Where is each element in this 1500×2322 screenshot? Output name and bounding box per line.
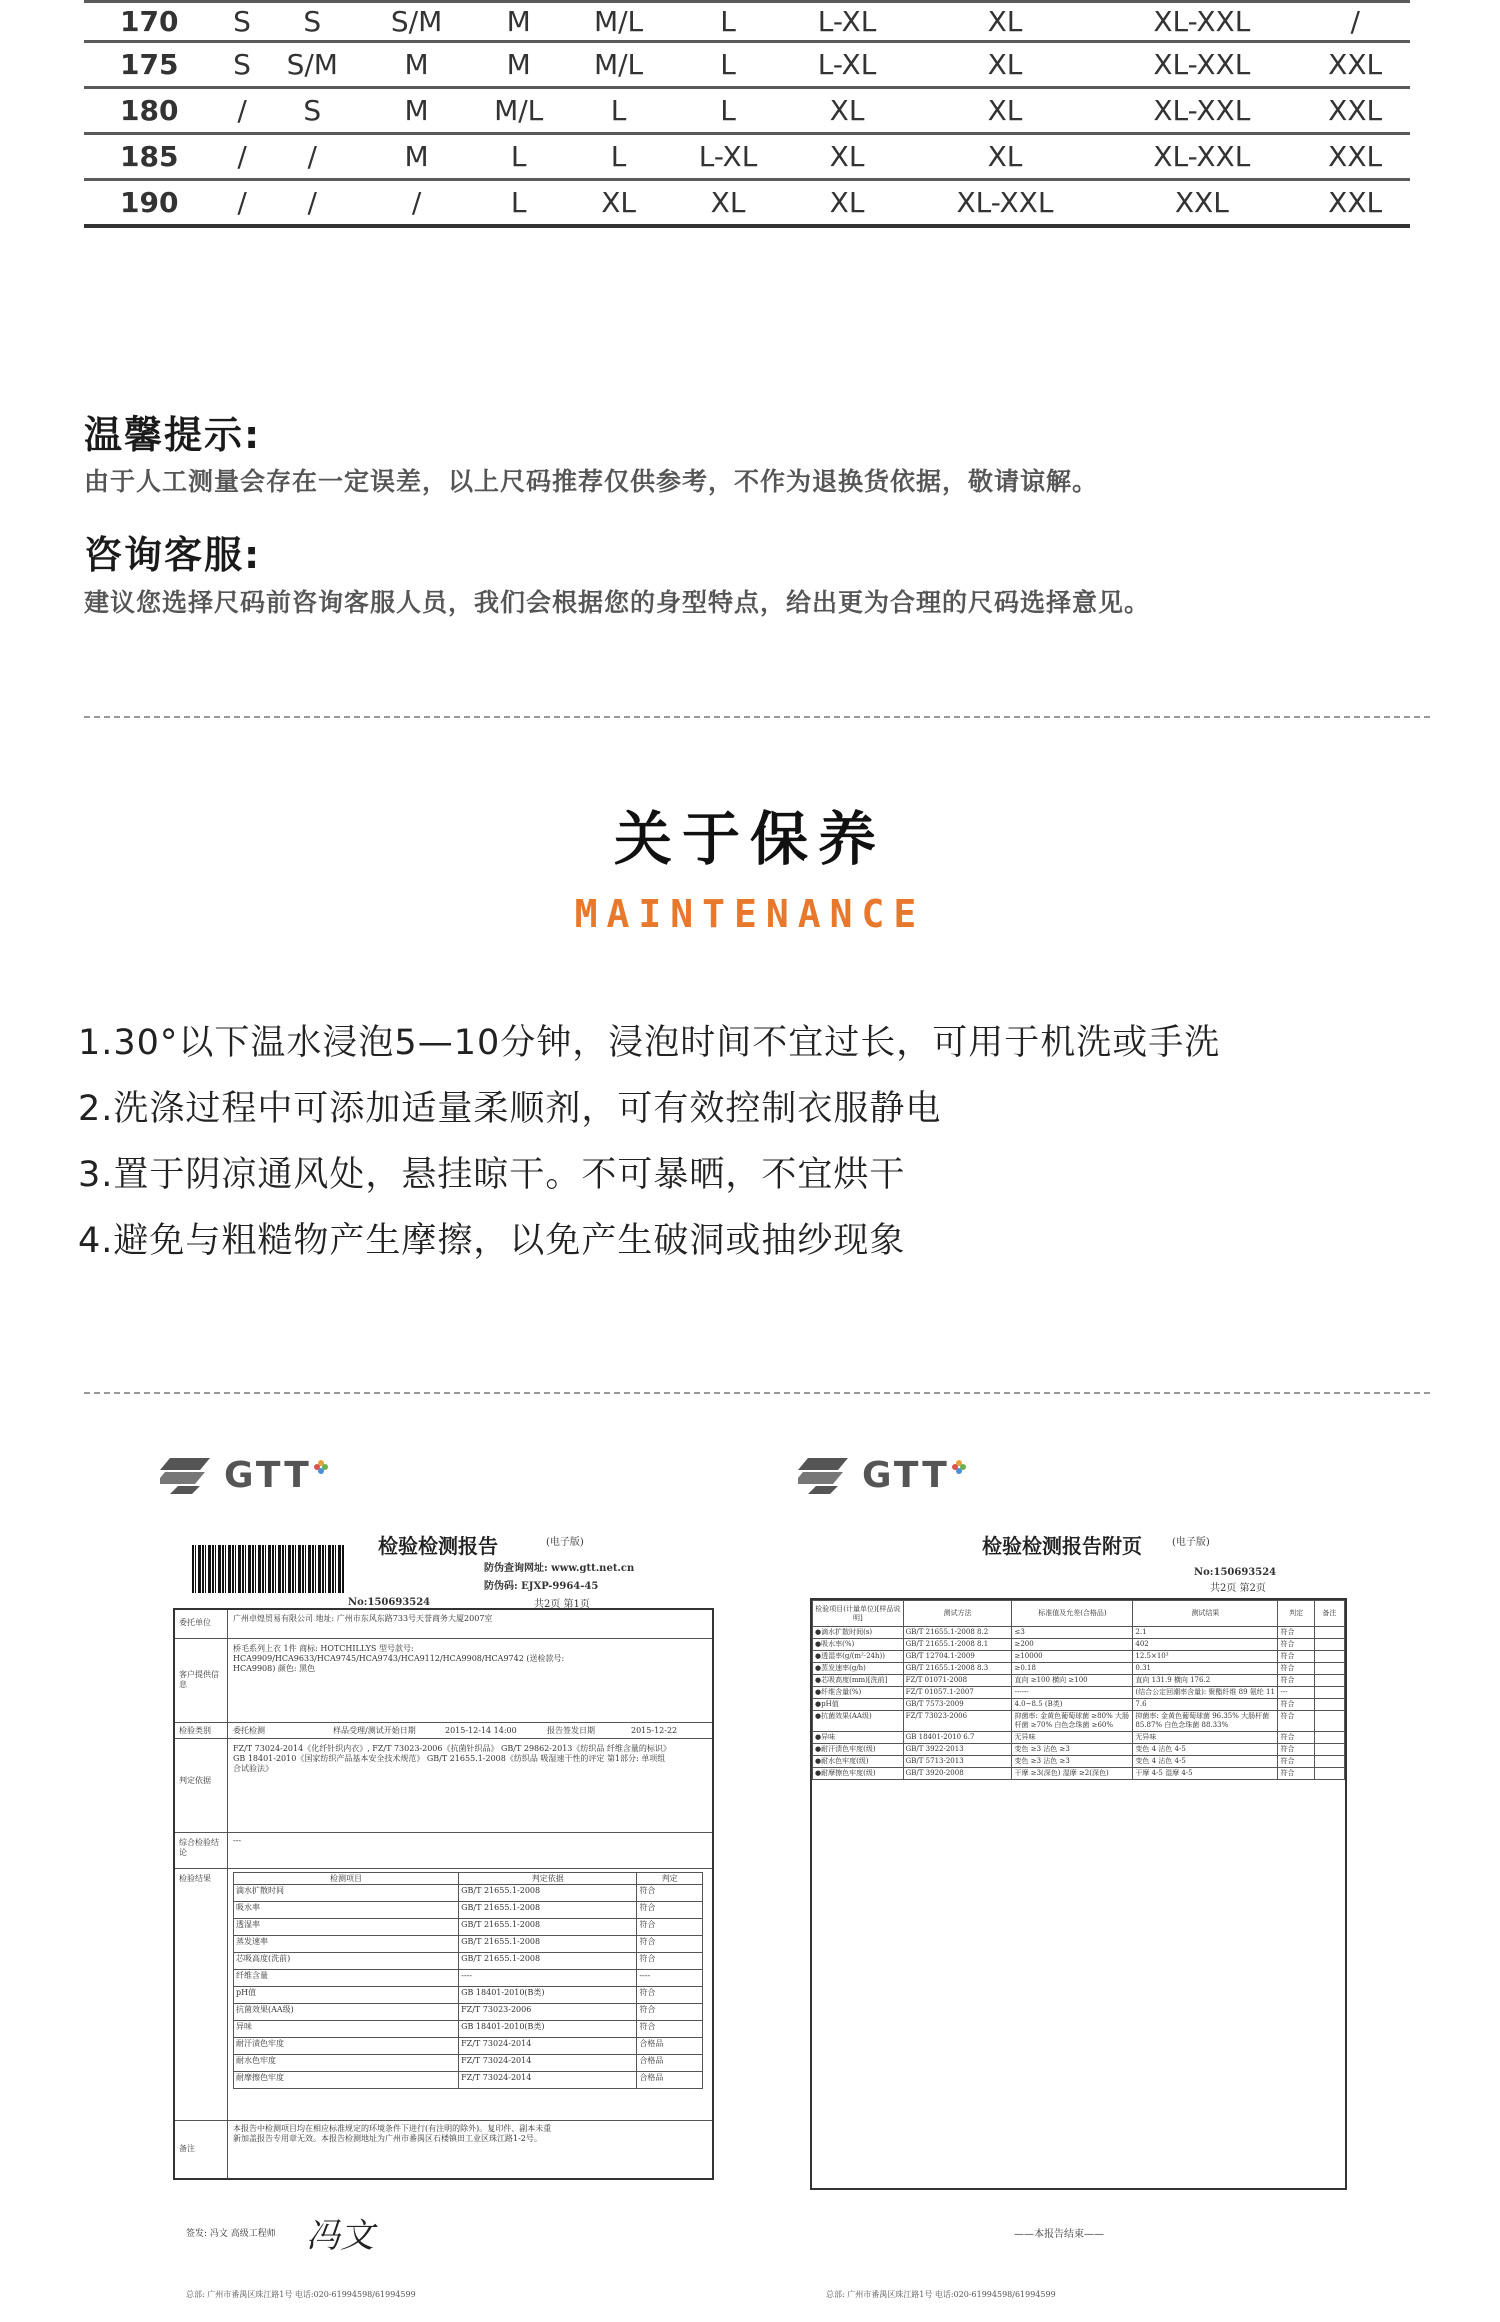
table-cell: GB/T 21655.1-2008 8.1 bbox=[903, 1639, 1012, 1651]
table-cell: (结合公定回潮率含量): 聚酯纤维 89 氨纶 11 bbox=[1133, 1687, 1278, 1699]
size-cell: L bbox=[469, 180, 569, 226]
table-cell: FZ/T 73024-2014 bbox=[459, 2072, 637, 2089]
table-cell: GB/T 3922-2013 bbox=[903, 1744, 1012, 1756]
brand-name: GTT bbox=[224, 1455, 312, 1496]
table-row bbox=[234, 1953, 703, 1970]
size-cell: XL bbox=[907, 134, 1104, 180]
table-cell: 变色 ≥3 沾色 ≥3 bbox=[1012, 1744, 1133, 1756]
table-row bbox=[813, 1639, 1345, 1651]
table-cell: 耐汗渍色牢度 bbox=[234, 2038, 459, 2055]
gtt-mark-icon bbox=[160, 1458, 210, 1494]
table-row bbox=[234, 1987, 703, 2004]
service-title: 咨询客服: bbox=[84, 533, 262, 577]
size-cell: XL bbox=[907, 88, 1104, 134]
signature: 冯文 bbox=[306, 2216, 374, 2256]
table-header: 判定 bbox=[637, 1873, 703, 1885]
table-cell bbox=[1314, 1768, 1344, 1780]
table-cell: 符合 bbox=[1278, 1768, 1314, 1780]
appendix-edition: (电子版) bbox=[1172, 1537, 1210, 1548]
table-cell: 干摩 4-5 湿摩 4-5 bbox=[1133, 1768, 1278, 1780]
size-cell: XXL bbox=[1300, 134, 1410, 180]
table-cell: 符合 bbox=[1278, 1627, 1314, 1639]
table-cell: 12.5×10³ bbox=[1133, 1651, 1278, 1663]
table-cell: 变色 ≥3 沾色 ≥3 bbox=[1012, 1756, 1133, 1768]
table-cell bbox=[1314, 1651, 1344, 1663]
table-cell: 符合 bbox=[1278, 1675, 1314, 1687]
table-cell bbox=[1314, 1663, 1344, 1675]
height-cell: 185 bbox=[84, 134, 224, 180]
size-cell: XL bbox=[907, 2, 1104, 42]
sample-value: 桥毛系列上衣 1件 商标: HOTCHILLYS 型号款号: HCA9909/HCA9633/HCA9745/HCA9743/HCA9112/HCA9908/HCA9742 (送检款号: HCA9908) 颜色: 黑色 bbox=[233, 1644, 565, 1673]
issued-label: 报告签发日期 bbox=[547, 1726, 595, 1735]
client-label: 委托单位 bbox=[179, 1618, 211, 1627]
conclusion-value: --- bbox=[233, 1836, 242, 1845]
size-cell: S/M bbox=[260, 42, 364, 88]
table-cell: 符合 bbox=[1278, 1756, 1314, 1768]
table-cell: 耐摩擦色牢度 bbox=[234, 2072, 459, 2089]
flower-icon bbox=[314, 1460, 328, 1474]
table-cell: FZ/T 01057.1-2007 bbox=[903, 1687, 1012, 1699]
section-divider bbox=[84, 1392, 1430, 1394]
size-cell: S bbox=[224, 2, 260, 42]
table-cell: GB/T 21655.1-2008 8.3 bbox=[903, 1663, 1012, 1675]
table-row bbox=[234, 1902, 703, 1919]
report-title: 检验检测报告 bbox=[378, 1534, 498, 1558]
table-row bbox=[234, 2004, 703, 2021]
table-cell: ●芯吸高度(mm)[洗前] bbox=[813, 1675, 904, 1687]
table-cell: 吸水率 bbox=[234, 1902, 459, 1919]
size-cell: M/L bbox=[569, 2, 669, 42]
tips-title: 温馨提示: bbox=[84, 413, 262, 457]
table-cell: 无异味 bbox=[1012, 1732, 1133, 1744]
table-cell bbox=[1314, 1744, 1344, 1756]
size-cell: XL bbox=[669, 180, 788, 226]
table-cell: 符合 bbox=[637, 2004, 703, 2021]
table-cell: 耐水色牢度 bbox=[234, 2055, 459, 2072]
table-cell: GB 18401-2010(B类) bbox=[459, 2021, 637, 2038]
size-cell: M bbox=[469, 42, 569, 88]
size-cell: XXL bbox=[1103, 180, 1300, 226]
table-row bbox=[813, 1711, 1345, 1732]
height-cell: 175 bbox=[84, 42, 224, 88]
size-cell: L bbox=[569, 134, 669, 180]
table-cell: 4.0~8.5 (B类) bbox=[1012, 1699, 1133, 1711]
remarks-label: 备注 bbox=[179, 2144, 195, 2153]
table-cell bbox=[1314, 1711, 1344, 1732]
table-row bbox=[234, 2021, 703, 2038]
table-cell: ------ bbox=[1012, 1687, 1133, 1699]
table-cell: 滴水扩散时间 bbox=[234, 1885, 459, 1902]
table-cell: 符合 bbox=[637, 1902, 703, 1919]
table-cell: 符合 bbox=[1278, 1744, 1314, 1756]
conclusion-label: 综合检验结论 bbox=[179, 1838, 219, 1857]
care-item: 4.避免与粗糙物产生摩擦，以免产生破洞或抽纱现象 bbox=[78, 1221, 906, 1261]
table-cell bbox=[1314, 1756, 1344, 1768]
gtt-logo-left bbox=[160, 1455, 328, 1496]
size-cell: / bbox=[224, 180, 260, 226]
size-cell: XL bbox=[788, 180, 907, 226]
size-cell: XL-XXL bbox=[1103, 88, 1300, 134]
tips-text: 由于人工测量会存在一定误差，以上尺码推荐仅供参考，不作为退换货依据，敬请谅解。 bbox=[84, 467, 1099, 496]
table-row bbox=[813, 1768, 1345, 1780]
table-cell: FZ/T 01071-2008 bbox=[903, 1675, 1012, 1687]
size-cell: XL bbox=[788, 134, 907, 180]
size-cell: / bbox=[260, 180, 364, 226]
size-cell: XL-XXL bbox=[907, 180, 1104, 226]
table-cell: 直向 131.9 横向 176.2 bbox=[1133, 1675, 1278, 1687]
appendix-form bbox=[810, 1598, 1347, 2190]
table-header: 判定 bbox=[1278, 1601, 1314, 1627]
size-cell: XL-XXL bbox=[1103, 42, 1300, 88]
gtt-mark-icon bbox=[798, 1458, 848, 1494]
table-cell: ---- bbox=[459, 1970, 637, 1987]
table-row bbox=[234, 2072, 703, 2089]
appendix-number: No:150693524 bbox=[1194, 1567, 1277, 1578]
table-row bbox=[234, 1919, 703, 1936]
table-row bbox=[234, 2055, 703, 2072]
size-cell: M bbox=[364, 88, 468, 134]
barcode bbox=[192, 1545, 344, 1593]
size-cell: S bbox=[260, 2, 364, 42]
table-cell: GB/T 21655.1-2008 bbox=[459, 1902, 637, 1919]
care-item: 2.洗涤过程中可添加适量柔顺剂，可有效控制衣服静电 bbox=[78, 1089, 942, 1129]
size-cell: L-XL bbox=[788, 42, 907, 88]
appendix-page: 共2页 第2页 bbox=[1210, 1583, 1266, 1594]
table-header: 标准值及允差(合格品) bbox=[1012, 1601, 1133, 1627]
table-cell: 合格品 bbox=[637, 2055, 703, 2072]
table-cell: ●pH值 bbox=[813, 1699, 904, 1711]
table-cell: FZ/T 73023-2006 bbox=[903, 1711, 1012, 1732]
size-cell: M bbox=[469, 2, 569, 42]
table-cell: GB/T 5713-2013 bbox=[903, 1756, 1012, 1768]
size-cell: M/L bbox=[469, 88, 569, 134]
gtt-logo-right bbox=[798, 1455, 966, 1496]
received-label: 样品受理/测试开始日期 bbox=[333, 1726, 416, 1735]
size-cell: S/M bbox=[364, 2, 468, 42]
table-cell: 符合 bbox=[637, 1936, 703, 1953]
size-cell: / bbox=[224, 88, 260, 134]
table-header: 测试结果 bbox=[1133, 1601, 1278, 1627]
basis-label: 判定依据 bbox=[179, 1776, 211, 1785]
table-cell: 抑菌率: 金黄色葡萄球菌 ≥80% 大肠杆菌 ≥70% 白色念珠菌 ≥60% bbox=[1012, 1711, 1133, 1732]
table-cell: 抑菌率: 金黄色葡萄球菌 96.35% 大肠杆菌 85.87% 白色念珠菌 88.33% bbox=[1133, 1711, 1278, 1732]
table-row bbox=[234, 2038, 703, 2055]
table-cell: ---- bbox=[637, 1970, 703, 1987]
report-form bbox=[173, 1608, 714, 2180]
results-label: 检验结果 bbox=[179, 1874, 211, 1883]
table-cell: ●蒸发速率(g/h) bbox=[813, 1663, 904, 1675]
service-text: 建议您选择尺码前咨询客服人员，我们会根据您的身型特点，给出更为合理的尺码选择意见。 bbox=[84, 588, 1151, 617]
table-row bbox=[813, 1627, 1345, 1639]
appendix-title: 检验检测报告附页 bbox=[982, 1534, 1142, 1558]
size-cell: XXL bbox=[1300, 180, 1410, 226]
care-instructions-list bbox=[78, 1010, 1220, 1274]
table-cell: GB/T 21655.1-2008 bbox=[459, 1936, 637, 1953]
table-cell: 符合 bbox=[1278, 1651, 1314, 1663]
table-cell: 变色 4 沾色 4-5 bbox=[1133, 1744, 1278, 1756]
size-row bbox=[84, 88, 1410, 134]
report-page: 共2页 第1页 bbox=[534, 1599, 590, 1610]
table-cell: GB/T 12704.1-2009 bbox=[903, 1651, 1012, 1663]
table-cell: GB/T 21655.1-2008 bbox=[459, 1919, 637, 1936]
table-cell: 无异味 bbox=[1133, 1732, 1278, 1744]
issued-date: 2015-12-22 bbox=[631, 1726, 678, 1735]
table-cell bbox=[1314, 1639, 1344, 1651]
table-row bbox=[813, 1675, 1345, 1687]
table-row bbox=[813, 1744, 1345, 1756]
table-row bbox=[234, 1970, 703, 1987]
table-cell: pH值 bbox=[234, 1987, 459, 2004]
size-cell: L bbox=[669, 42, 788, 88]
size-cell: XXL bbox=[1300, 88, 1410, 134]
table-cell: 蒸发速率 bbox=[234, 1936, 459, 1953]
table-cell bbox=[1314, 1687, 1344, 1699]
table-cell: GB 18401-2010 6.7 bbox=[903, 1732, 1012, 1744]
table-cell: 符合 bbox=[1278, 1699, 1314, 1711]
remarks-value: 本报告中检测项目均在相应标准规定的环境条件下进行(有注明的除外)。复印件、副本未重新加盖报告专用章无效。本报告检测地址为广州市番禺区石楼镇田工业区珠江路1-2号。 bbox=[233, 2124, 552, 2143]
table-cell: ≥200 bbox=[1012, 1639, 1133, 1651]
flower-icon bbox=[952, 1460, 966, 1474]
table-cell: 干摩 ≥3(深色) 湿摩 ≥2(深色) bbox=[1012, 1768, 1133, 1780]
appendix-footer: 总部: 广州市番禺区珠江路1号 电话:020-61994598/61994599 bbox=[826, 2290, 1056, 2299]
basis-value: FZ/T 73024-2014《化纤针织内衣》, FZ/T 73023-2006《抗菌针织品》 GB/T 29862-2013《纺织品 纤维含量的标识》 GB 18401-2010《国家纺织产品基本安全技术规范》 GB/T 21655.1-2008《纺织品 吸湿速干性的评定 第1部分: 单项组合试验法》 bbox=[233, 1744, 671, 1773]
table-cell: ●耐汗渍色牢度(级) bbox=[813, 1744, 904, 1756]
size-cell: / bbox=[364, 180, 468, 226]
table-cell: 符合 bbox=[637, 1987, 703, 2004]
report-footer: 总部: 广州市番禺区珠江路1号 电话:020-61994598/61994599 bbox=[186, 2290, 416, 2299]
size-chart-table bbox=[84, 0, 1410, 228]
table-cell: ●滴水扩散时间(s) bbox=[813, 1627, 904, 1639]
size-cell: XXL bbox=[1300, 42, 1410, 88]
maintenance-title: 关于保养 bbox=[613, 805, 886, 873]
table-cell bbox=[1314, 1699, 1344, 1711]
client-value: 广州卓煌贸易有限公司 地址: 广州市东风东路733号天誉商务大厦2007室 bbox=[233, 1614, 493, 1623]
table-cell: GB/T 7573-2009 bbox=[903, 1699, 1012, 1711]
type-label: 检验类别 bbox=[179, 1726, 211, 1735]
size-row bbox=[84, 2, 1410, 42]
height-cell: 180 bbox=[84, 88, 224, 134]
table-header: 检测项目 bbox=[234, 1873, 459, 1885]
table-row bbox=[813, 1756, 1345, 1768]
size-cell: L bbox=[669, 88, 788, 134]
size-cell: M/L bbox=[569, 42, 669, 88]
table-row bbox=[234, 1885, 703, 1902]
table-cell: 符合 bbox=[1278, 1663, 1314, 1675]
table-cell: GB/T 3920-2008 bbox=[903, 1768, 1012, 1780]
size-cell: / bbox=[1300, 2, 1410, 42]
table-cell: 符合 bbox=[1278, 1732, 1314, 1744]
table-row bbox=[813, 1732, 1345, 1744]
received-date: 2015-12-14 14:00 bbox=[445, 1726, 517, 1735]
table-header: 检验项目(计量单位)[样品说明] bbox=[813, 1601, 904, 1627]
table-cell: ●抗菌效果(AA级) bbox=[813, 1711, 904, 1732]
sample-label: 客户提供信息 bbox=[179, 1670, 219, 1689]
table-cell: 402 bbox=[1133, 1639, 1278, 1651]
table-cell: 7.6 bbox=[1133, 1699, 1278, 1711]
table-cell: 符合 bbox=[1278, 1711, 1314, 1732]
type-value: 委托检测 bbox=[233, 1726, 265, 1735]
table-cell: 符合 bbox=[637, 1953, 703, 1970]
height-cell: 170 bbox=[84, 2, 224, 42]
size-cell: L bbox=[569, 88, 669, 134]
table-header: 备注 bbox=[1314, 1601, 1344, 1627]
table-cell: GB/T 21655.1-2008 8.2 bbox=[903, 1627, 1012, 1639]
brand-name: GTT bbox=[862, 1455, 950, 1496]
size-cell: / bbox=[260, 134, 364, 180]
size-cell: XL bbox=[907, 42, 1104, 88]
table-cell: 芯吸高度(洗前) bbox=[234, 1953, 459, 1970]
care-item: 3.置于阴凉通风处，悬挂晾干。不可暴晒，不宜烘干 bbox=[78, 1155, 906, 1195]
table-cell: ≥10000 bbox=[1012, 1651, 1133, 1663]
table-cell: 纤维含量 bbox=[234, 1970, 459, 1987]
size-cell: XL bbox=[788, 88, 907, 134]
table-cell: ≥0.18 bbox=[1012, 1663, 1133, 1675]
table-cell bbox=[1314, 1627, 1344, 1639]
table-cell bbox=[1314, 1675, 1344, 1687]
size-cell: L bbox=[469, 134, 569, 180]
size-cell: M bbox=[364, 42, 468, 88]
size-row bbox=[84, 180, 1410, 226]
size-cell: M bbox=[364, 134, 468, 180]
table-cell: 符合 bbox=[1278, 1639, 1314, 1651]
size-cell: / bbox=[224, 134, 260, 180]
table-cell: 0.31 bbox=[1133, 1663, 1278, 1675]
table-cell: 2.1 bbox=[1133, 1627, 1278, 1639]
size-cell: L-XL bbox=[788, 2, 907, 42]
table-cell: ●耐水色牢度(级) bbox=[813, 1756, 904, 1768]
size-cell: S bbox=[224, 42, 260, 88]
anti-fake-code: 防伪码: EJXP-9964-45 bbox=[484, 1581, 599, 1592]
table-header: 判定依据 bbox=[459, 1873, 637, 1885]
maintenance-subtitle: MAINTENANCE bbox=[574, 892, 926, 936]
appendix-table bbox=[812, 1600, 1345, 1780]
table-cell: ≤3 bbox=[1012, 1627, 1133, 1639]
size-cell: XL-XXL bbox=[1103, 134, 1300, 180]
table-cell: 透湿率 bbox=[234, 1919, 459, 1936]
size-cell: S bbox=[260, 88, 364, 134]
results-table bbox=[233, 1872, 703, 2089]
table-cell: 符合 bbox=[637, 1919, 703, 1936]
table-cell: 符合 bbox=[637, 1885, 703, 1902]
table-cell: ●吸水率(%) bbox=[813, 1639, 904, 1651]
table-cell: ●耐摩擦色牢度(级) bbox=[813, 1768, 904, 1780]
end-note: ——本报告结束—— bbox=[1014, 2229, 1104, 2240]
table-cell: --- bbox=[1278, 1687, 1314, 1699]
table-header: 测试方法 bbox=[903, 1601, 1012, 1627]
table-cell: 直向 ≥100 横向 ≥100 bbox=[1012, 1675, 1133, 1687]
table-cell: 合格品 bbox=[637, 2038, 703, 2055]
table-cell: 合格品 bbox=[637, 2072, 703, 2089]
height-cell: 190 bbox=[84, 180, 224, 226]
table-cell bbox=[1314, 1732, 1344, 1744]
table-cell: ●纤维含量(%) bbox=[813, 1687, 904, 1699]
table-cell: 符合 bbox=[637, 2021, 703, 2038]
table-cell: 抗菌效果(AA级) bbox=[234, 2004, 459, 2021]
table-cell: ●透湿率(g/(m²·24h)) bbox=[813, 1651, 904, 1663]
table-row bbox=[234, 1936, 703, 1953]
table-row bbox=[813, 1663, 1345, 1675]
size-cell: L bbox=[669, 2, 788, 42]
report-edition: (电子版) bbox=[546, 1537, 584, 1548]
table-cell: 变色 4 沾色 4-5 bbox=[1133, 1756, 1278, 1768]
table-cell: FZ/T 73024-2014 bbox=[459, 2055, 637, 2072]
size-row bbox=[84, 134, 1410, 180]
table-cell: 异味 bbox=[234, 2021, 459, 2038]
care-item: 1.30°以下温水浸泡5—10分钟，浸泡时间不宜过长，可用于机洗或手洗 bbox=[78, 1023, 1221, 1063]
table-cell: GB 18401-2010(B类) bbox=[459, 1987, 637, 2004]
size-cell: XL bbox=[569, 180, 669, 226]
table-row bbox=[813, 1651, 1345, 1663]
report-number: No:150693524 bbox=[348, 1597, 431, 1608]
size-row bbox=[84, 42, 1410, 88]
table-cell: GB/T 21655.1-2008 bbox=[459, 1885, 637, 1902]
table-cell: GB/T 21655.1-2008 bbox=[459, 1953, 637, 1970]
query-site: 防伪查询网址: www.gtt.net.cn bbox=[484, 1563, 635, 1574]
signer: 签发: 冯文 高级工程师 bbox=[186, 2229, 276, 2239]
table-row bbox=[813, 1699, 1345, 1711]
table-cell: ●异味 bbox=[813, 1732, 904, 1744]
size-cell: L-XL bbox=[669, 134, 788, 180]
section-divider bbox=[84, 716, 1430, 718]
table-cell: FZ/T 73023-2006 bbox=[459, 2004, 637, 2021]
table-cell: FZ/T 73024-2014 bbox=[459, 2038, 637, 2055]
table-row bbox=[813, 1687, 1345, 1699]
size-cell: XL-XXL bbox=[1103, 2, 1300, 42]
